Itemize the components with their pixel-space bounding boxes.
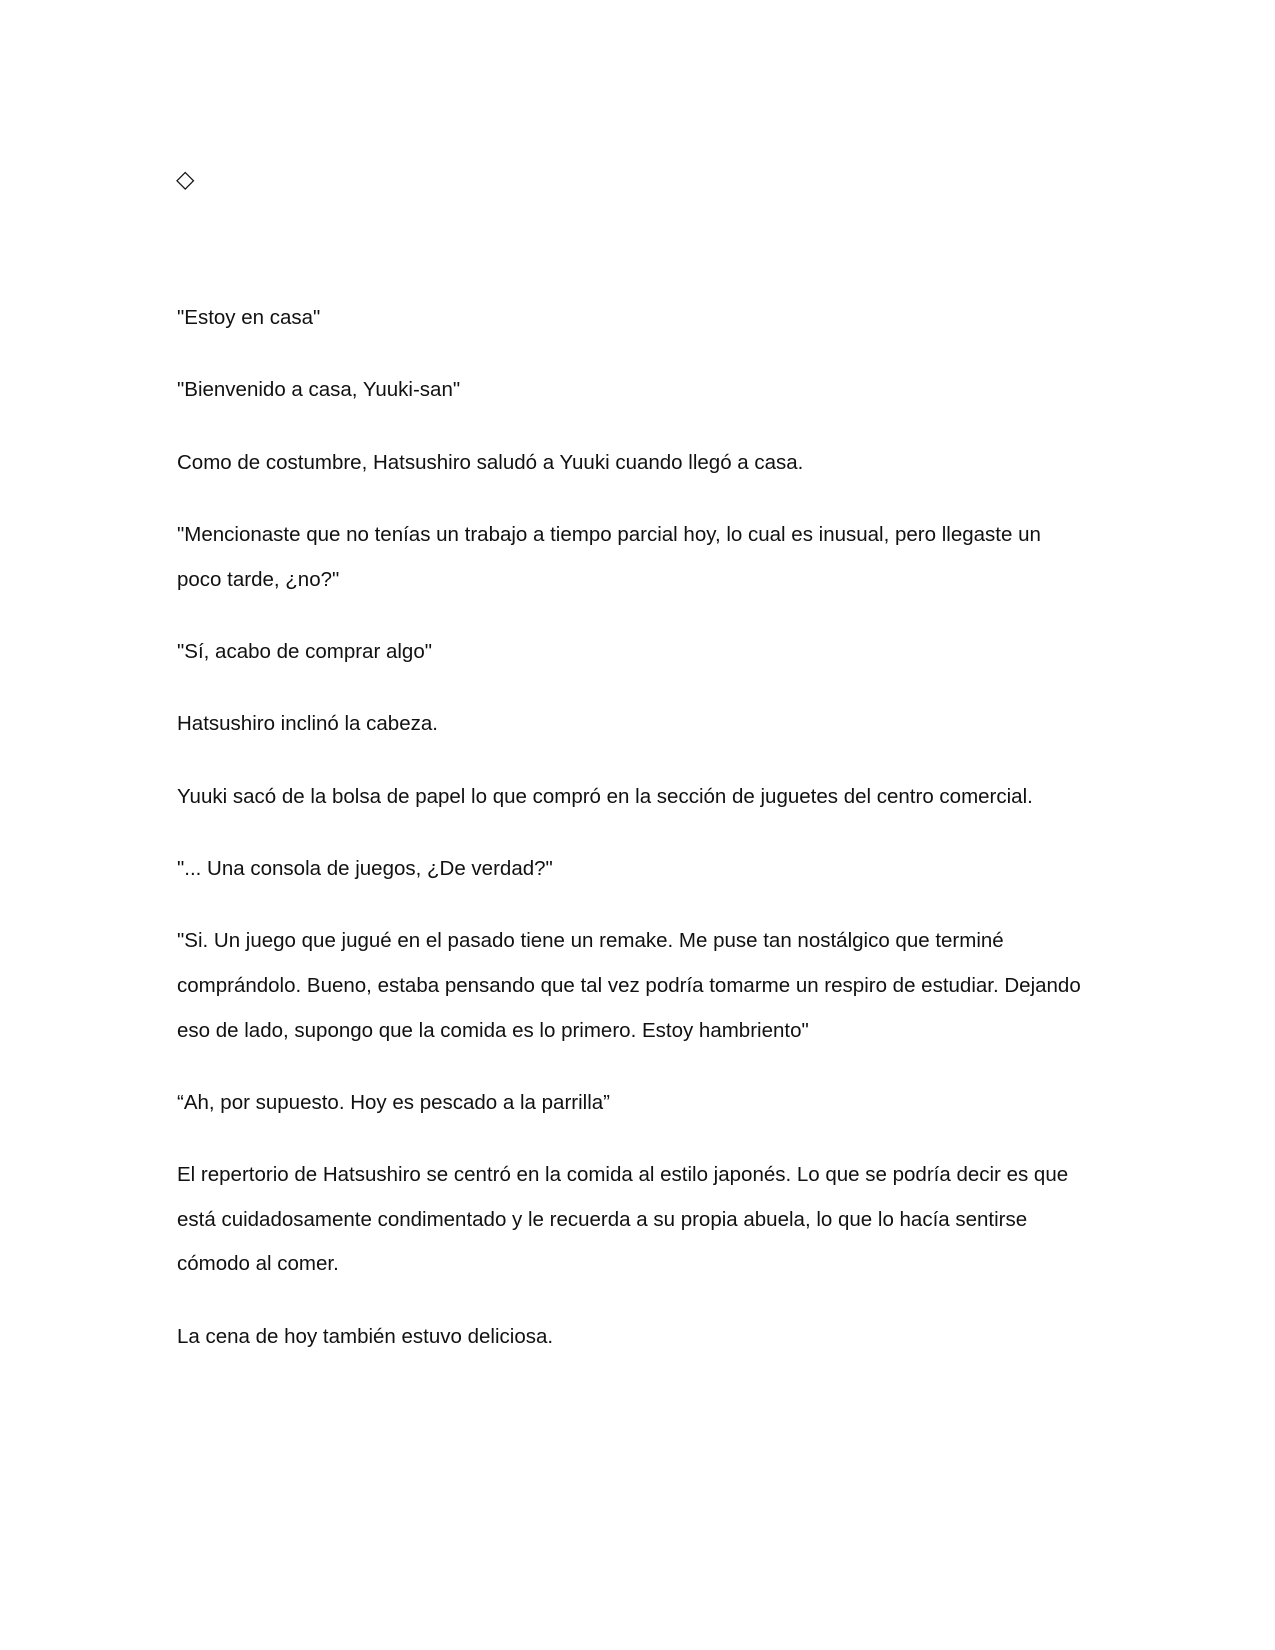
paragraph-line: "Estoy en casa" [177,306,321,329]
paragraph-line: "Bienvenido a casa, Yuuki-san" [177,378,461,401]
paragraph-line: Yuuki sacó de la bolsa de papel lo que compró en la sección de juguetes del centro comercial. [177,785,1033,808]
paragraph-line: “Ah, por supuesto. Hoy es pescado a la parrilla” [177,1091,611,1114]
paragraph-line: poco tarde, ¿no?" [177,568,340,591]
paragraph-line: está cuidadosamente condimentado y le recuerda a su propia abuela, lo que lo hacía sentirse [177,1208,1028,1231]
paragraph-line: El repertorio de Hatsushiro se centró en la comida al estilo japonés. Lo que se podría decir es que [177,1163,1069,1186]
paragraph-line: "... Una consola de juegos, ¿De verdad?" [177,857,553,880]
paragraph-line: eso de lado, supongo que la comida es lo primero. Estoy hambriento" [177,1019,809,1042]
paragraph-line: "Sí, acabo de comprar algo" [177,640,432,663]
paragraph-line: Hatsushiro inclinó la cabeza. [177,712,438,735]
paragraph-line: "Mencionaste que no tenías un trabajo a tiempo parcial hoy, lo cual es inusual, pero llegaste un [177,523,1041,546]
paragraph-line: cómodo al comer. [177,1252,339,1275]
paragraph-line: "Si. Un juego que jugué en el pasado tiene un remake. Me puse tan nostálgico que terminé [177,929,1004,952]
paragraph-line: Como de costumbre, Hatsushiro saludó a Yuuki cuando llegó a casa. [177,451,804,474]
paragraph-line: comprándolo. Bueno, estaba pensando que tal vez podría tomarme un respiro de estudiar. Dejando [177,974,1081,997]
paragraph-line: La cena de hoy también estuvo deliciosa. [177,1325,554,1348]
diamond-ornament-icon: ◇ [176,166,195,193]
